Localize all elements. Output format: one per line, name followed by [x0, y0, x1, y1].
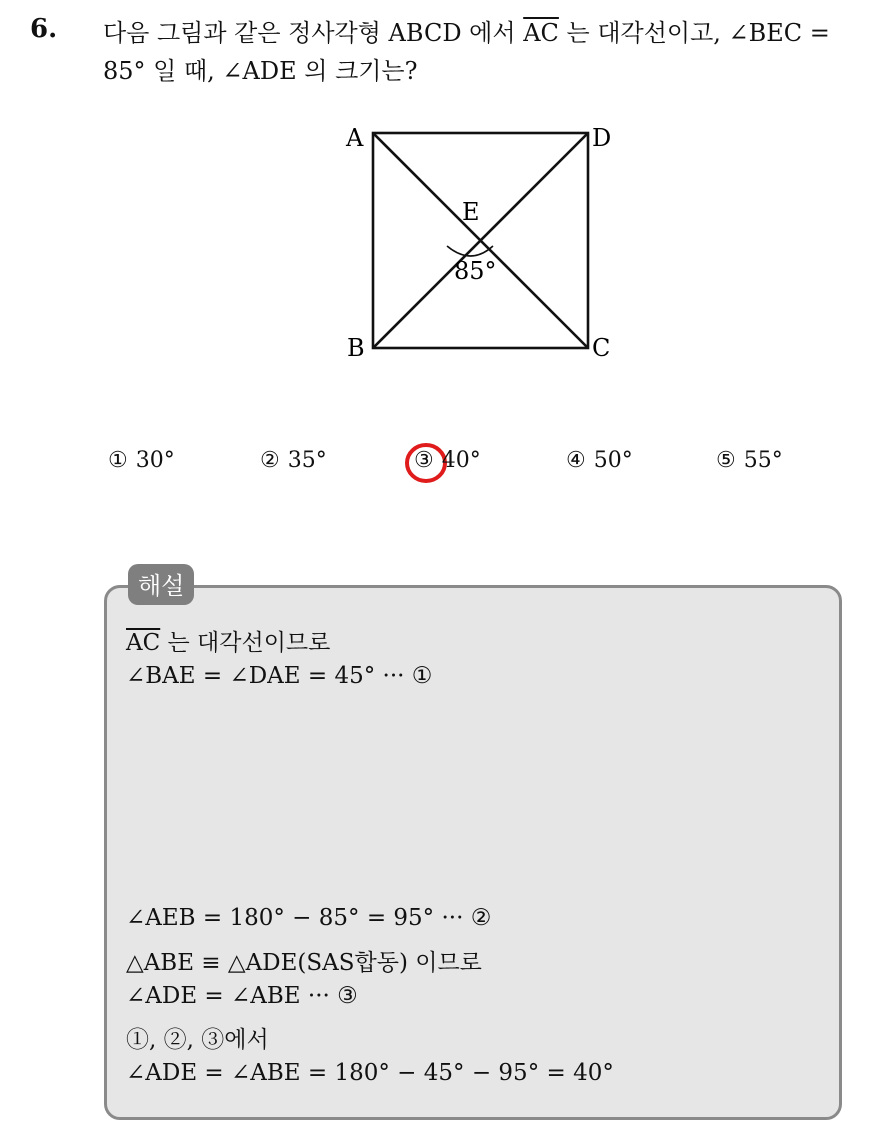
- choice-2-mark: ②: [260, 448, 280, 473]
- label-a: A: [346, 124, 364, 152]
- label-b: B: [347, 334, 365, 362]
- solution-line-3: ∠AEB = 180° − 85° = 95° ··· ②: [126, 905, 492, 931]
- solution-title: 해설: [128, 564, 194, 605]
- choice-2-value: 35°: [287, 448, 327, 473]
- solution-line-1: [126, 624, 330, 657]
- solution-line-1-text: 는 대각선이므로: [160, 630, 331, 656]
- label-d: D: [592, 124, 612, 152]
- choice-1-value: 30°: [135, 448, 175, 473]
- solution-line-6: ①, ②, ③에서: [126, 1027, 269, 1053]
- solution-line-7: ∠ADE = ∠ABE = 180° − 45° − 95° = 40°: [126, 1060, 614, 1086]
- solution-line-5: ∠ADE = ∠ABE ··· ③: [126, 983, 358, 1009]
- choice-3[interactable]: [414, 448, 481, 473]
- choice-5-value: 55°: [743, 448, 783, 473]
- segment-ac: $\overline{AC}$: [523, 19, 559, 47]
- label-e: E: [462, 198, 480, 226]
- choice-1-mark: ①: [108, 448, 128, 473]
- choice-3-mark: ③: [414, 448, 434, 473]
- choice-5[interactable]: [716, 448, 783, 473]
- choice-4[interactable]: [566, 448, 633, 473]
- solution-line-4: △ABE ≡ △ADE(SAS합동) 이므로: [126, 950, 482, 976]
- choice-5-mark: ⑤: [716, 448, 736, 473]
- question-text-line2: 85° 일 때, ∠ADE 의 크기는?: [103, 57, 418, 85]
- choice-4-value: 50°: [593, 448, 633, 473]
- choice-2[interactable]: [260, 448, 327, 473]
- answer-choices: [108, 448, 828, 484]
- choice-3-value: 40°: [441, 448, 481, 473]
- choice-4-mark: ④: [566, 448, 586, 473]
- question-number: 6.: [30, 14, 58, 44]
- label-c: C: [592, 334, 611, 362]
- solution-segment-ac: $\overline{AC}$: [126, 630, 161, 656]
- question-text-part2: 는 대각선이고, ∠BEC =: [558, 19, 830, 47]
- solution-line-2: ∠BAE = ∠DAE = 45° ··· ①: [126, 663, 433, 689]
- angle-label-85: 85°: [454, 257, 497, 285]
- question-text-part1: 다음 그림과 같은 정사각형 ABCD 에서: [103, 19, 524, 47]
- choice-1[interactable]: [108, 448, 175, 473]
